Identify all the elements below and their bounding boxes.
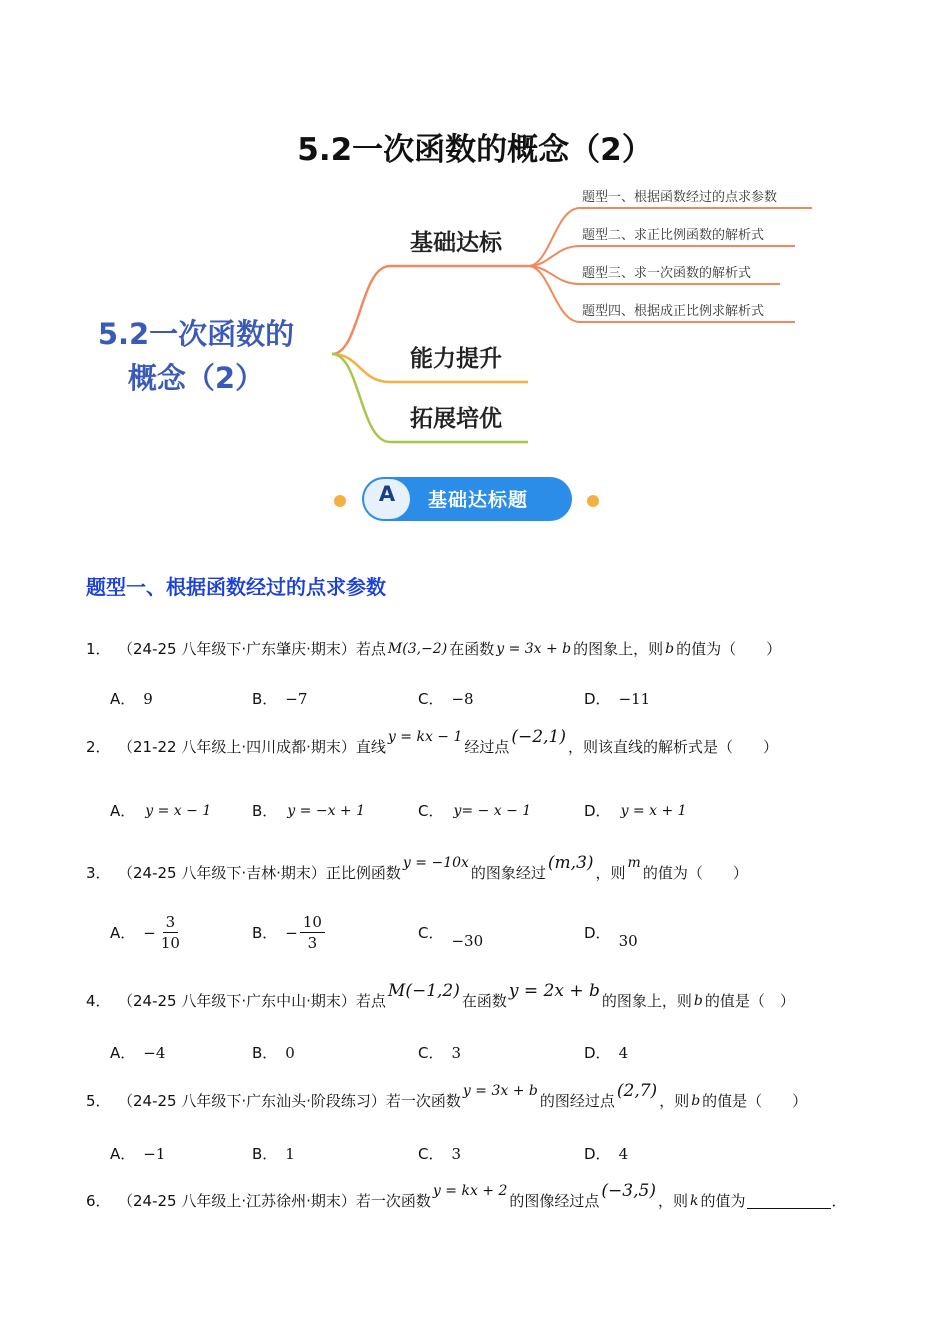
math-expression: b bbox=[693, 992, 703, 1009]
question-text: 的图象经过 bbox=[470, 864, 546, 882]
question-text: ，则 bbox=[595, 864, 626, 882]
option-label: D． bbox=[584, 924, 611, 942]
option-value: −4 bbox=[143, 1043, 166, 1062]
fraction-numerator: 10 bbox=[300, 912, 325, 933]
question-2 bbox=[86, 726, 778, 757]
question-text: ，则该直线的解析式是（ ） bbox=[567, 738, 778, 756]
math-expression: (−2,1) bbox=[511, 726, 566, 747]
option-value: −1 bbox=[143, 1144, 166, 1163]
option-label: C． bbox=[418, 690, 444, 708]
option-label: C． bbox=[418, 1145, 444, 1163]
mindmap-leaf-1: 题型一、根据函数经过的点求参数 bbox=[582, 190, 778, 205]
option-label: C． bbox=[418, 802, 444, 820]
question-text: 若一次函数 bbox=[385, 1092, 461, 1110]
q2-option-a[interactable] bbox=[110, 800, 213, 821]
question-text: ． bbox=[831, 1192, 847, 1210]
question-text: 的值为 bbox=[700, 1192, 746, 1210]
question-number: 5． bbox=[86, 1092, 111, 1110]
option-value: −30 bbox=[451, 931, 484, 950]
math-expression: (m,3) bbox=[547, 852, 594, 873]
q5-option-a[interactable] bbox=[110, 1143, 165, 1164]
option-value: 30 bbox=[618, 931, 638, 950]
question-source: （21-22 八年级上·四川成都·期末） bbox=[118, 738, 356, 756]
section-heading: 题型一、根据函数经过的点求参数 bbox=[86, 575, 386, 599]
answer-blank[interactable] bbox=[747, 1192, 831, 1209]
question-number: 6． bbox=[86, 1192, 111, 1210]
question-text: 的值是（ ） bbox=[704, 992, 795, 1010]
banner-label: 基础达标题 bbox=[428, 489, 529, 511]
option-value: 4 bbox=[618, 1043, 629, 1062]
math-expression: k bbox=[689, 1192, 699, 1209]
option-value: y = x + 1 bbox=[620, 802, 687, 819]
option-label: D． bbox=[584, 690, 611, 708]
question-source: （24-25 八年级下·广东肇庆·期末） bbox=[118, 640, 356, 658]
mindmap-leaf-2: 题型二、求正比例函数的解析式 bbox=[582, 228, 765, 243]
math-expression: (−3,5) bbox=[601, 1180, 656, 1201]
question-number: 2． bbox=[86, 738, 111, 756]
question-source: （24-25 八年级下·吉林·期末） bbox=[118, 864, 326, 882]
question-5 bbox=[86, 1080, 808, 1111]
option-label: B． bbox=[252, 924, 278, 942]
question-text: 的图像经过点 bbox=[509, 1192, 600, 1210]
question-text: 正比例函数 bbox=[325, 864, 401, 882]
question-number: 3． bbox=[86, 864, 111, 882]
question-1 bbox=[86, 638, 781, 659]
option-value: y= − x − 1 bbox=[453, 802, 532, 819]
q1-option-d[interactable] bbox=[584, 688, 650, 709]
fraction-sign: − bbox=[285, 923, 298, 942]
question-text: 的值为（ ） bbox=[676, 640, 782, 658]
question-text: 若点 bbox=[355, 640, 386, 658]
option-value: 0 bbox=[285, 1043, 295, 1062]
option-value: −7 bbox=[285, 689, 308, 708]
math-expression: M(−1,2) bbox=[387, 980, 460, 1001]
fraction bbox=[285, 912, 325, 953]
question-number: 4． bbox=[86, 992, 111, 1010]
option-value: 3 bbox=[451, 1043, 462, 1062]
math-expression: (2,7) bbox=[616, 1080, 658, 1101]
option-label: D． bbox=[584, 802, 611, 820]
q3-option-c[interactable] bbox=[418, 924, 484, 951]
math-expression: y = 2x + b bbox=[508, 980, 600, 1001]
question-text: 在函数 bbox=[461, 992, 507, 1010]
math-expression: b bbox=[665, 640, 675, 657]
option-label: A． bbox=[110, 1145, 136, 1163]
question-text: 的图经过点 bbox=[539, 1092, 615, 1110]
q4-option-b[interactable] bbox=[252, 1042, 295, 1063]
math-expression: y = −10x bbox=[402, 854, 469, 871]
option-value: −11 bbox=[618, 689, 651, 708]
q3-option-b[interactable] bbox=[252, 912, 325, 953]
option-label: A． bbox=[110, 802, 136, 820]
question-4 bbox=[86, 980, 795, 1011]
q2-option-b[interactable] bbox=[252, 800, 367, 821]
option-label: D． bbox=[584, 1145, 611, 1163]
question-source: （24-25 八年级上·江苏徐州·期末） bbox=[118, 1192, 356, 1210]
question-text: 直线 bbox=[355, 738, 386, 756]
math-expression: M(3,−2) bbox=[387, 640, 448, 657]
mindmap-center bbox=[86, 312, 306, 400]
option-label: B． bbox=[252, 802, 278, 820]
fraction-numerator: 3 bbox=[163, 912, 179, 933]
option-label: B． bbox=[252, 690, 278, 708]
q1-option-c[interactable] bbox=[418, 688, 474, 709]
question-number: 1． bbox=[86, 640, 111, 658]
option-label: A． bbox=[110, 924, 136, 942]
option-label: C． bbox=[418, 924, 444, 942]
question-text: 若一次函数 bbox=[355, 1192, 431, 1210]
question-text: 的值是（ ） bbox=[702, 1092, 808, 1110]
banner-dot-right bbox=[587, 495, 599, 507]
option-label: C． bbox=[418, 1044, 444, 1062]
mindmap-leaf-3: 题型三、求一次函数的解析式 bbox=[582, 266, 752, 281]
question-text: 经过点 bbox=[464, 738, 510, 756]
option-label: A． bbox=[110, 690, 136, 708]
math-expression: y = 3x + b bbox=[462, 1082, 538, 1099]
q5-option-d[interactable] bbox=[584, 1143, 628, 1164]
fraction bbox=[143, 912, 183, 953]
q5-option-c[interactable] bbox=[418, 1143, 461, 1164]
q1-option-a[interactable] bbox=[110, 688, 153, 709]
mindmap-leaf-4: 题型四、根据成正比例求解析式 bbox=[582, 304, 765, 319]
q5-option-b[interactable] bbox=[252, 1143, 295, 1164]
question-text: 的图象上，则 bbox=[601, 992, 692, 1010]
option-value: y = −x + 1 bbox=[287, 802, 366, 819]
banner-dot-left bbox=[334, 495, 346, 507]
q2-option-d[interactable] bbox=[584, 800, 689, 821]
math-expression: y = kx − 1 bbox=[387, 728, 463, 745]
option-value: 4 bbox=[618, 1144, 629, 1163]
question-text: 的图象上，则 bbox=[573, 640, 664, 658]
q2-option-c[interactable] bbox=[418, 800, 533, 821]
option-value: −8 bbox=[451, 689, 474, 708]
question-text: 的值为（ ） bbox=[642, 864, 748, 882]
mindmap-branch-jichu: 基础达标 bbox=[410, 230, 502, 256]
option-label: B． bbox=[252, 1044, 278, 1062]
math-expression: y = 3x + b bbox=[496, 640, 572, 657]
mindmap-center-line1: 5.2一次函数的 bbox=[97, 317, 295, 351]
mindmap-center-line2: 概念（2） bbox=[127, 361, 265, 395]
q4-option-c[interactable] bbox=[418, 1042, 461, 1063]
q4-option-a[interactable] bbox=[110, 1042, 165, 1063]
mindmap-branch-tuozhan: 拓展培优 bbox=[410, 406, 502, 432]
question-text: 在函数 bbox=[449, 640, 495, 658]
option-value: 9 bbox=[143, 689, 153, 708]
q3-option-d[interactable] bbox=[584, 924, 638, 951]
question-source: （24-25 八年级下·广东汕头·阶段练习） bbox=[118, 1092, 386, 1110]
fraction-denominator: 10 bbox=[160, 934, 180, 952]
question-text: ，则 bbox=[657, 1192, 688, 1210]
question-6 bbox=[86, 1180, 847, 1211]
math-expression: m bbox=[627, 854, 641, 871]
option-value: y = x − 1 bbox=[145, 802, 212, 819]
fraction-sign: − bbox=[143, 923, 156, 942]
question-source: （24-25 八年级下·广东中山·期末） bbox=[118, 992, 356, 1010]
page-title: 5.2一次函数的概念（2） bbox=[297, 132, 653, 168]
math-expression: b bbox=[691, 1092, 701, 1109]
q1-option-b[interactable] bbox=[252, 688, 307, 709]
option-label: D． bbox=[584, 1044, 611, 1062]
question-text: ，则 bbox=[659, 1092, 690, 1110]
fraction-denominator: 3 bbox=[307, 934, 318, 952]
question-3 bbox=[86, 852, 748, 883]
banner-letter: A bbox=[378, 482, 396, 506]
mindmap-branch-nengli: 能力提升 bbox=[410, 346, 502, 372]
option-value: 3 bbox=[451, 1144, 462, 1163]
option-value: 1 bbox=[285, 1144, 295, 1163]
option-label: B． bbox=[252, 1145, 278, 1163]
q4-option-d[interactable] bbox=[584, 1042, 628, 1063]
question-text: 若点 bbox=[355, 992, 386, 1010]
math-expression: y = kx + 2 bbox=[432, 1182, 508, 1199]
q3-option-a[interactable] bbox=[110, 912, 183, 953]
option-label: A． bbox=[110, 1044, 136, 1062]
